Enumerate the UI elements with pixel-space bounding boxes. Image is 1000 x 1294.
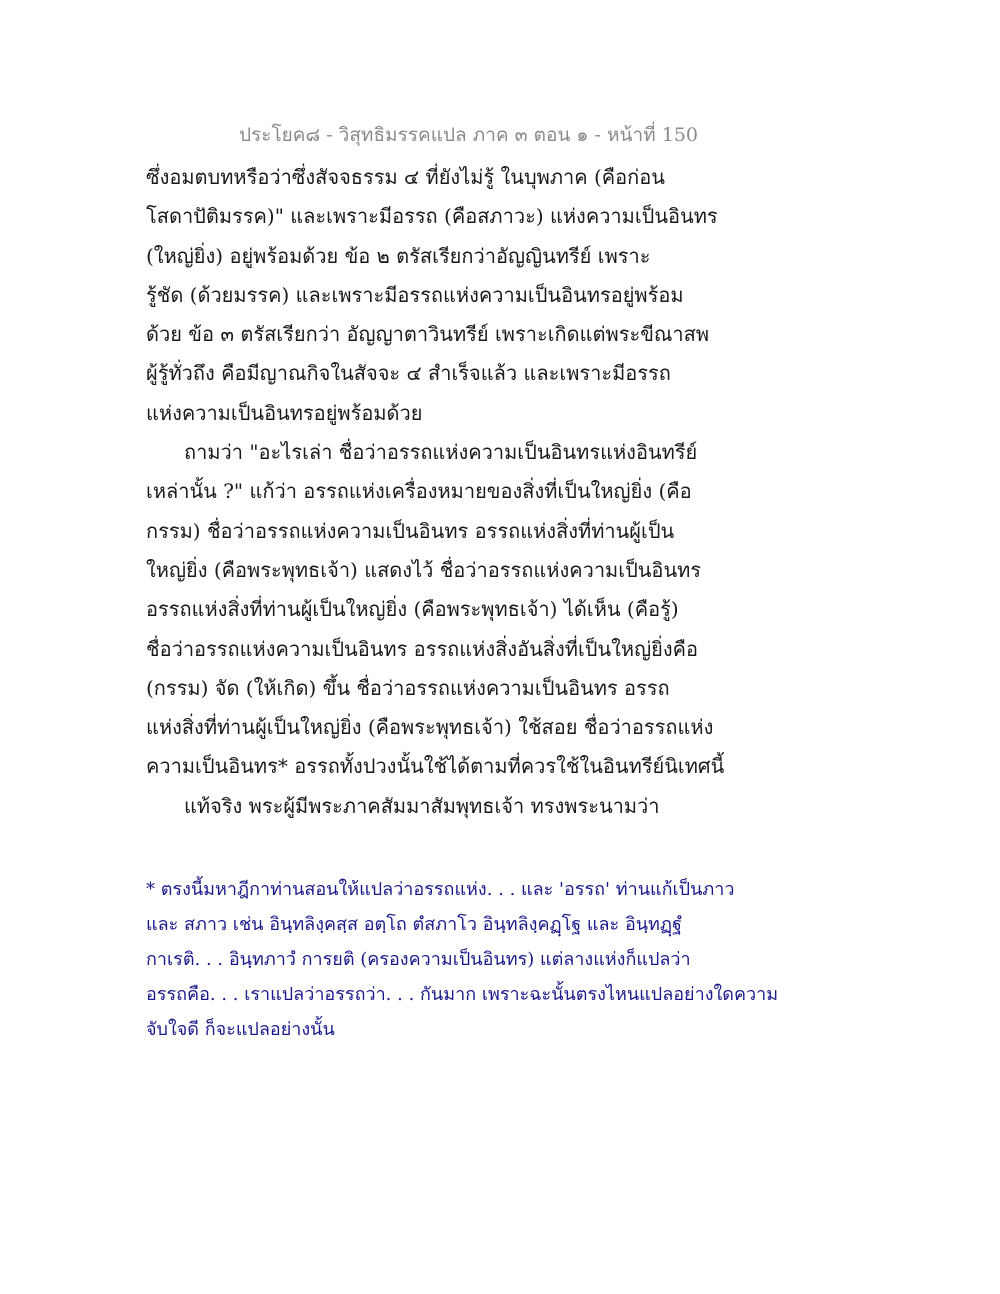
body-line: ใหญ่ยิ่ง (คือพระพุทธเจ้า) แสดงไว้ ชื่อว่าอรรถแห่งความเป็นอินทร	[146, 557, 702, 582]
body-line: กรรม) ชื่อว่าอรรถแห่งความเป็นอินทร อรรถแห่งสิ่งที่ท่านผู้เป็น	[146, 518, 675, 543]
body-line: โสดาปัติมรรค)" และเพราะมีอรรถ (คือสภาวะ) แห่งความเป็นอินทร	[146, 204, 718, 229]
footnote	[146, 872, 866, 1047]
body-line: รู้ชัด (ด้วยมรรค) และเพราะมีอรรถแห่งความเป็นอินทรอยู่พร้อม	[146, 282, 684, 307]
body-line-indented: ถามว่า "อะไรเล่า ชื่อว่าอรรถแห่งความเป็นอินทรแห่งอินทรีย์	[184, 440, 698, 465]
body-line: ชื่อว่าอรรถแห่งความเป็นอินทร อรรถแห่งสิ่งอันสิ่งที่เป็นใหญ่ยิ่งคือ	[146, 636, 699, 661]
body-text	[146, 158, 866, 826]
footnote-line: อรรถคือ. . . เราแปลว่าอรรถว่า. . . กันมาก เพราะฉะนั้นตรงไหนแปลอย่างใดความ	[146, 984, 779, 1005]
body-line: (กรรม) จัด (ให้เกิด) ขึ้น ชื่อว่าอรรถแห่งความเป็นอินทร อรรถ	[146, 675, 670, 700]
footnote-line: จับใจดี ก็จะแปลอย่างนั้น	[146, 1019, 335, 1040]
body-line: อรรถแห่งสิ่งที่ท่านผู้เป็นใหญ่ยิ่ง (คือพระพุทธเจ้า) ได้เห็น (คือรู้)	[146, 597, 679, 622]
body-line: แห่งสิ่งที่ท่านผู้เป็นใหญ่ยิ่ง (คือพระพุทธเจ้า) ใช้สอย ชื่อว่าอรรถแห่ง	[146, 715, 714, 740]
body-line: (ใหญ่ยิ่ง) อยู่พร้อมด้วย ข้อ ๒ ตรัสเรียกว่าอัญญินทรีย์ เพราะ	[146, 243, 651, 268]
body-line: ผู้รู้ทั่วถึง คือมีญาณกิจในสัจจะ ๔ สำเร็จแล้ว และเพราะมีอรรถ	[146, 361, 671, 386]
body-line: ซึ่งอมตบทหรือว่าซึ่งสัจจธรรม ๔ ที่ยังไม่รู้ ในบุพภาค (คือก่อน	[146, 165, 665, 189]
body-line: เหล่านั้น ?" แก้ว่า อรรถแห่งเครื่องหมายของสิ่งที่เป็นใหญ่ยิ่ง (คือ	[146, 479, 692, 504]
page-header: ประโยค๘ - วิสุทธิมรรคแปล ภาค ๓ ตอน ๑ - หน้าที่ 150	[238, 124, 698, 146]
body-line-indented: แท้จริง พระผู้มีพระภาคสัมมาสัมพุทธเจ้า ทรงพระนามว่า	[184, 793, 660, 818]
footnote-line: * ตรงนี้มหาฎีกาท่านสอนให้แปลว่าอรรถแห่ง. . . และ 'อรรถ' ท่านแก้เป็นภาว	[146, 879, 735, 900]
footnote-line: กาเรติ. . . อินฺทภาวํ การยติ (ครองความเป็นอินทร) แต่ลางแห่งก็แปลว่า	[146, 949, 691, 970]
footnote-line: และ สภาว เช่น อินฺทลิงฺคสฺส อตฺโถ ตํสภาโว อินฺทลิงฺคฏฺโฐ และ อินฺทฏฺฐํ	[146, 914, 682, 935]
body-line: ด้วย ข้อ ๓ ตรัสเรียกว่า อัญญาตาวินทรีย์ เพราะเกิดแต่พระขีณาสพ	[146, 322, 710, 347]
body-line: ความเป็นอินทร* อรรถทั้งปวงนั้นใช้ได้ตามที่ควรใช้ในอินทรีย์นิเทศนี้	[146, 754, 725, 779]
body-line: แห่งความเป็นอินทรอยู่พร้อมด้วย	[146, 400, 423, 425]
